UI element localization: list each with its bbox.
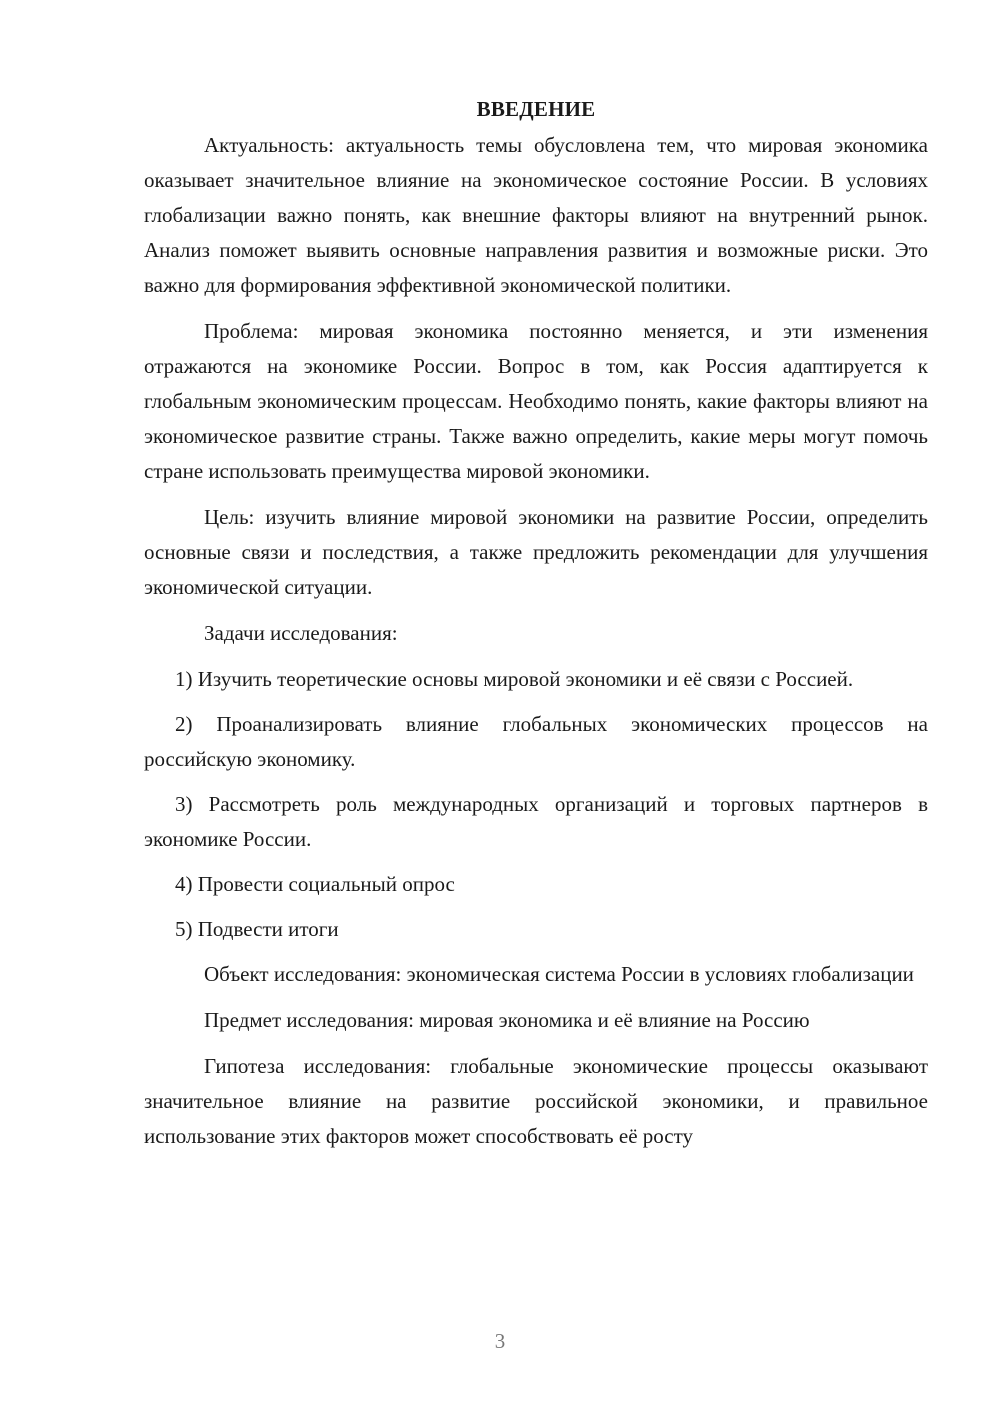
page-content bbox=[144, 92, 928, 1165]
tasks-heading: Задачи исследования: bbox=[204, 621, 398, 645]
list-item: 2) Проанализировать влияние глобальных экономических процессов на российскую экономику. bbox=[144, 712, 928, 771]
paragraph-problem: Проблема: мировая экономика постоянно меняется, и эти изменения отражаются на экономике России. Вопрос в том, как Россия адаптируется к глобальным экономическим процессам. Необходимо понять, какие факторы влияют на экономическое развитие страны. Также важно определить, какие меры могут помочь стране использовать преимущества мировой экономики. bbox=[144, 319, 928, 483]
tasks-list bbox=[144, 662, 928, 947]
paragraph-hypothesis: Гипотеза исследования: глобальные экономические процессы оказывают значительное влияние на развитие российской экономики, и правильное использование этих факторов может способствовать её росту bbox=[144, 1054, 928, 1148]
list-item: 3) Рассмотреть роль международных организаций и торговых партнеров в экономике России. bbox=[144, 792, 928, 851]
list-item: 4) Провести социальный опрос bbox=[175, 872, 455, 896]
list-item: 1) Изучить теоретические основы мировой экономики и её связи с Россией. bbox=[175, 667, 854, 691]
paragraph-subject: Предмет исследования: мировая экономика и её влияние на Россию bbox=[204, 1008, 810, 1032]
list-item: 5) Подвести итоги bbox=[175, 917, 339, 941]
page-number: 3 bbox=[494, 1329, 506, 1353]
paragraph-goal: Цель: изучить влияние мировой экономики на развитие России, определить основные связи и последствия, а также предложить рекомендации для улучшения экономической ситуации. bbox=[144, 505, 928, 599]
paragraph-relevance: Актуальность: актуальность темы обусловлена тем, что мировая экономика оказывает значительное влияние на экономическое состояние России. В условиях глобализации важно понять, как внешние факторы влияют на внутренний рынок. Анализ поможет выявить основные направления развития и возможные риски. Это важно для формирования эффективной экономической политики. bbox=[144, 133, 928, 297]
section-title: ВВЕДЕНИЕ bbox=[476, 97, 596, 121]
paragraph-object: Объект исследования: экономическая система России в условиях глобализации bbox=[204, 962, 914, 986]
